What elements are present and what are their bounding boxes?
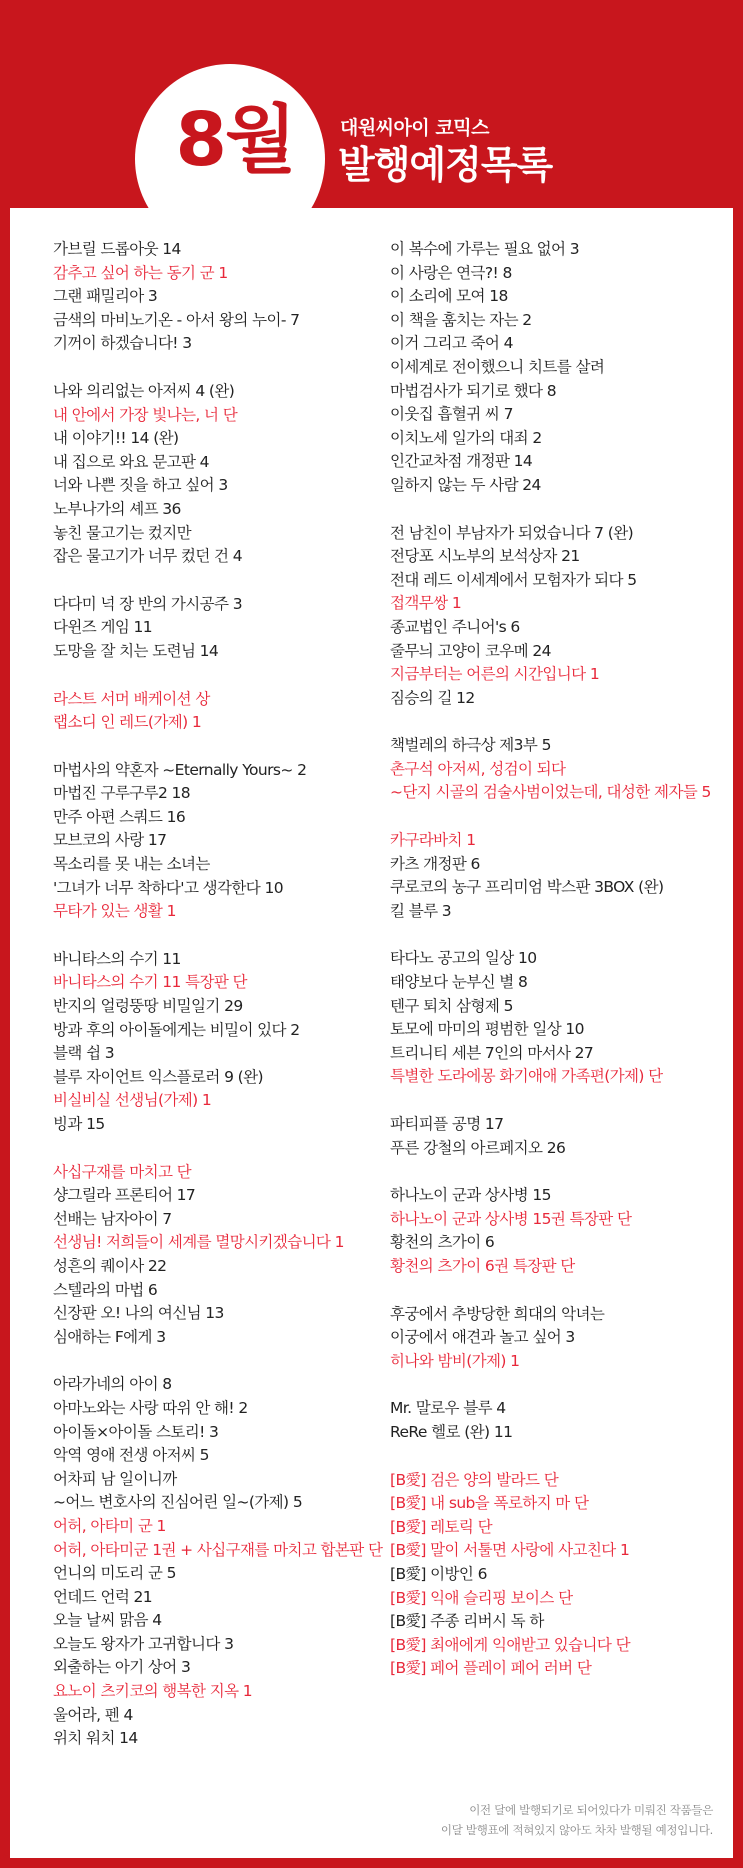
list-item: 타다노 공고의 일상 10 xyxy=(390,949,537,968)
list-item: 킬 블루 3 xyxy=(390,901,452,920)
list-item-highlighted: 접객무쌍 1 xyxy=(390,594,462,613)
list-item: 이 책을 훔치는 자는 2 xyxy=(390,310,532,329)
section-gap xyxy=(390,1279,740,1303)
list-item: 스텔라의 마법 6 xyxy=(53,1280,158,1299)
list-item-highlighted: 비실비실 선생님(가제) 1 xyxy=(53,1091,212,1110)
list-item-highlighted: 무타가 있는 생활 1 xyxy=(53,902,176,921)
list-item: 아마노와는 사랑 따위 안 해! 2 xyxy=(53,1398,248,1417)
list-item: 토모에 마미의 평범한 일상 10 xyxy=(390,1020,584,1039)
list-item: 만주 아편 스쿼드 16 xyxy=(53,807,186,826)
list-item: 너와 나쁜 짓을 하고 싶어 3 xyxy=(53,476,228,495)
list-item: 이 사랑은 연극?! 8 xyxy=(390,263,512,282)
list-item: 내 이야기!! 14 (완) xyxy=(53,429,179,448)
list-item: 샹그릴라 프론티어 17 xyxy=(53,1186,196,1205)
list-item-highlighted: [B愛] 최애에게 익애받고 있습니다 단 xyxy=(390,1635,630,1654)
list-item: 잡은 물고기가 너무 컸던 건 4 xyxy=(53,547,243,566)
section-gap xyxy=(53,664,383,688)
list-item: 텐구 퇴치 삼형제 5 xyxy=(390,996,513,1015)
list-item: 이거 그리고 죽어 4 xyxy=(390,334,513,353)
list-item: 오늘도 왕자가 고귀합니다 3 xyxy=(53,1634,234,1653)
section-gap xyxy=(53,924,383,948)
section-gap xyxy=(53,1349,383,1373)
section-gap xyxy=(390,923,740,947)
list-item: 이궁에서 애견과 놀고 싶어 3 xyxy=(390,1328,575,1347)
list-item-highlighted: [B愛] 페어 플레이 페어 러버 단 xyxy=(390,1659,592,1678)
list-item: 일하지 않는 두 사람 24 xyxy=(390,475,541,494)
list-item: [B愛] 주종 리버시 독 하 xyxy=(390,1612,544,1631)
list-item: 가브릴 드롭아웃 14 xyxy=(53,240,181,258)
list-item: 다다미 넉 장 반의 가시공주 3 xyxy=(53,594,243,613)
list-item: 성흔의 퀘이사 22 xyxy=(53,1256,167,1275)
page-title: 발행예정목록 xyxy=(338,143,553,187)
list-item: 쿠로코의 농구 프리미엄 박스판 3BOX (완) xyxy=(390,878,664,897)
list-item: 짐승의 길 12 xyxy=(390,688,475,707)
list-item: 마법사의 약혼자 ~Eternally Yours~ 2 xyxy=(53,760,307,779)
list-item-highlighted: 촌구석 아저씨, 성검이 되다 xyxy=(390,759,566,778)
list-item: 전당포 시노부의 보석상자 21 xyxy=(390,547,580,566)
list-item: 내 집으로 와요 문고판 4 xyxy=(53,452,209,471)
list-item: 놓친 물고기는 컸지만 xyxy=(53,523,192,542)
list-item: 이세계로 전이했으니 치트를 살려 xyxy=(390,357,605,376)
list-item: 노부나가의 셰프 36 xyxy=(53,499,181,518)
list-item: 빙과 15 xyxy=(53,1115,105,1133)
list-item: 반지의 얼렁뚱땅 비밀일기 29 xyxy=(53,997,243,1016)
list-item: 이 소리에 모여 18 xyxy=(390,287,508,306)
list-item: [B愛] 이방인 6 xyxy=(390,1564,487,1583)
footer-note-line-2: 이달 발행표에 적혀있지 않아도 차차 발행될 예정입니다. xyxy=(440,1823,713,1837)
list-item-highlighted: 지금부터는 어른의 시간입니다 1 xyxy=(390,665,600,684)
list-item: '그녀가 너무 착하다'고 생각한다 10 xyxy=(53,878,284,897)
list-item: 전 남친이 부남자가 되었습니다 7 (완) xyxy=(390,523,634,542)
section-gap xyxy=(390,1160,740,1184)
section-gap xyxy=(390,498,740,522)
list-item-highlighted: 라스트 서머 배케이션 상 xyxy=(53,689,210,708)
list-item: 전대 레드 이세계에서 모험자가 되다 5 xyxy=(390,570,637,589)
list-item: 트리니티 세븐 7인의 마서사 27 xyxy=(390,1043,594,1062)
list-item: 선배는 남자아이 7 xyxy=(53,1209,172,1228)
section-gap xyxy=(390,1089,740,1113)
list-item-highlighted: [B愛] 검은 양의 발라드 단 xyxy=(390,1470,559,1489)
list-item: 언데드 언럭 21 xyxy=(53,1587,153,1606)
list-item: 태양보다 눈부신 별 8 xyxy=(390,973,528,992)
list-item: 모브코의 사랑 17 xyxy=(53,831,167,850)
list-item: 심애하는 F에게 3 xyxy=(53,1327,166,1346)
list-item: 기꺼이 하겠습니다! 3 xyxy=(53,334,192,353)
list-item: 외출하는 아기 상어 3 xyxy=(53,1658,191,1677)
list-item: 후궁에서 추방당한 희대의 악녀는 xyxy=(390,1304,605,1323)
list-item: 푸른 강철의 아르페지오 26 xyxy=(390,1138,566,1157)
section-gap xyxy=(53,569,383,593)
left-column xyxy=(53,238,383,1751)
list-item-highlighted: 랩소디 인 레드(가제) 1 xyxy=(53,713,202,732)
section-gap xyxy=(53,356,383,380)
list-item-highlighted: 바니타스의 수기 11 특장판 단 xyxy=(53,973,247,992)
list-item: 어차피 남 일이니까 xyxy=(53,1469,177,1488)
list-item: ~어느 변호사의 진심어린 일~(가제) 5 xyxy=(53,1493,303,1512)
list-item: 마법진 구루구루2 18 xyxy=(53,784,191,803)
list-item: 아이돌×아이돌 스토리! 3 xyxy=(53,1422,219,1441)
footer-note-line-1: 이전 달에 발행되기로 되어있다가 미뤄진 작품들은 xyxy=(469,1803,713,1817)
list-item: 책벌레의 하극상 제3부 5 xyxy=(390,736,551,755)
section-gap xyxy=(53,1137,383,1161)
list-item: 파티피플 공명 17 xyxy=(390,1115,504,1133)
list-item: 신장판 오! 나의 여신님 13 xyxy=(53,1304,224,1323)
list-item: 다윈즈 게임 11 xyxy=(53,618,153,637)
list-item-highlighted: ~단지 시골의 검술사범이었는데, 대성한 제자들 5 xyxy=(390,783,711,802)
list-item: 인간교차점 개정판 14 xyxy=(390,452,533,471)
section-gap xyxy=(390,805,740,829)
list-item-highlighted: 하나노이 군과 상사병 15권 특장판 단 xyxy=(390,1209,632,1228)
list-item: 종교법인 주니어's 6 xyxy=(390,617,520,636)
list-item-highlighted: 내 안에서 가장 빛나는, 너 단 xyxy=(53,405,238,424)
section-gap xyxy=(390,1445,740,1469)
list-item-highlighted: 요노이 츠키코의 행복한 지옥 1 xyxy=(53,1682,253,1701)
list-item-highlighted: [B愛] 레토릭 단 xyxy=(390,1517,492,1536)
list-item-highlighted: [B愛] 내 sub을 폭로하지 마 단 xyxy=(390,1494,589,1513)
list-item: 그랜 패밀리아 3 xyxy=(53,287,158,306)
header-banner xyxy=(0,0,743,200)
list-item: 나와 의리없는 아저씨 4 (완) xyxy=(53,381,235,400)
list-item: 오늘 날씨 맑음 4 xyxy=(53,1611,162,1630)
list-item-highlighted: 사십구재를 마치고 단 xyxy=(53,1162,192,1181)
list-item-highlighted: [B愛] 말이 서툴면 사랑에 사고친다 1 xyxy=(390,1541,630,1560)
list-item: 도망을 잘 치는 도련님 14 xyxy=(53,641,219,660)
list-item: 이웃집 흡혈귀 씨 7 xyxy=(390,405,513,424)
list-item: 줄무늬 고양이 코우메 24 xyxy=(390,641,551,660)
list-item: 울어라, 펜 4 xyxy=(53,1705,133,1724)
list-item: 위치 워치 14 xyxy=(53,1729,138,1748)
right-column xyxy=(390,238,740,1681)
list-item-highlighted: 황천의 츠가이 6권 특장판 단 xyxy=(390,1256,575,1275)
list-item: Mr. 말로우 블루 4 xyxy=(390,1399,506,1418)
list-item: 언니의 미도리 군 5 xyxy=(53,1564,176,1583)
list-item: ReRe 헬로 (완) 11 xyxy=(390,1422,513,1441)
footer-note xyxy=(441,1800,713,1840)
list-item: 황천의 츠가이 6 xyxy=(390,1233,495,1252)
list-item: 아라가네의 아이 8 xyxy=(53,1375,172,1394)
list-item: 바니타스의 수기 11 xyxy=(53,949,181,968)
list-item-highlighted: 어허, 아타미군 1권 + 사십구재를 마치고 합본판 단 xyxy=(53,1540,383,1559)
list-item: 마법검사가 되기로 했다 8 xyxy=(390,381,556,400)
list-item: 하나노이 군과 상사병 15 xyxy=(390,1186,551,1205)
list-item: 카츠 개정판 6 xyxy=(390,854,480,873)
section-gap xyxy=(390,710,740,734)
list-item: 목소리를 못 내는 소녀는 xyxy=(53,855,210,874)
list-item-highlighted: 감추고 싶어 하는 동기 군 1 xyxy=(53,263,228,282)
list-item-highlighted: 어허, 아타미 군 1 xyxy=(53,1516,166,1535)
list-item: 이치노세 일가의 대죄 2 xyxy=(390,428,542,447)
publisher-name: 대원씨아이 코믹스 xyxy=(340,117,489,139)
list-item: 이 복수에 가루는 필요 없어 3 xyxy=(390,240,580,258)
list-item-highlighted: [B愛] 익애 슬리핑 보이스 단 xyxy=(390,1588,573,1607)
list-item-highlighted: 특별한 도라에몽 화기애애 가족편(가제) 단 xyxy=(390,1067,663,1086)
section-gap xyxy=(390,1373,740,1397)
list-item: 방과 후의 아이돌에게는 비밀이 있다 2 xyxy=(53,1020,300,1039)
list-item: 금색의 마비노기온 - 아서 왕의 누이- 7 xyxy=(53,310,300,329)
list-item-highlighted: 선생님! 저희들이 세계를 멸망시키겠습니다 1 xyxy=(53,1233,344,1252)
list-item-highlighted: 카구라바치 1 xyxy=(390,831,476,850)
section-gap xyxy=(53,735,383,759)
month-label: 8월 xyxy=(175,97,295,183)
list-item: 블랙 쉽 3 xyxy=(53,1044,115,1063)
list-item-highlighted: 히나와 밤비(가제) 1 xyxy=(390,1351,520,1370)
list-item: 악역 영애 전생 아저씨 5 xyxy=(53,1446,209,1465)
list-item: 블루 자이언트 익스플로러 9 (완) xyxy=(53,1067,263,1086)
